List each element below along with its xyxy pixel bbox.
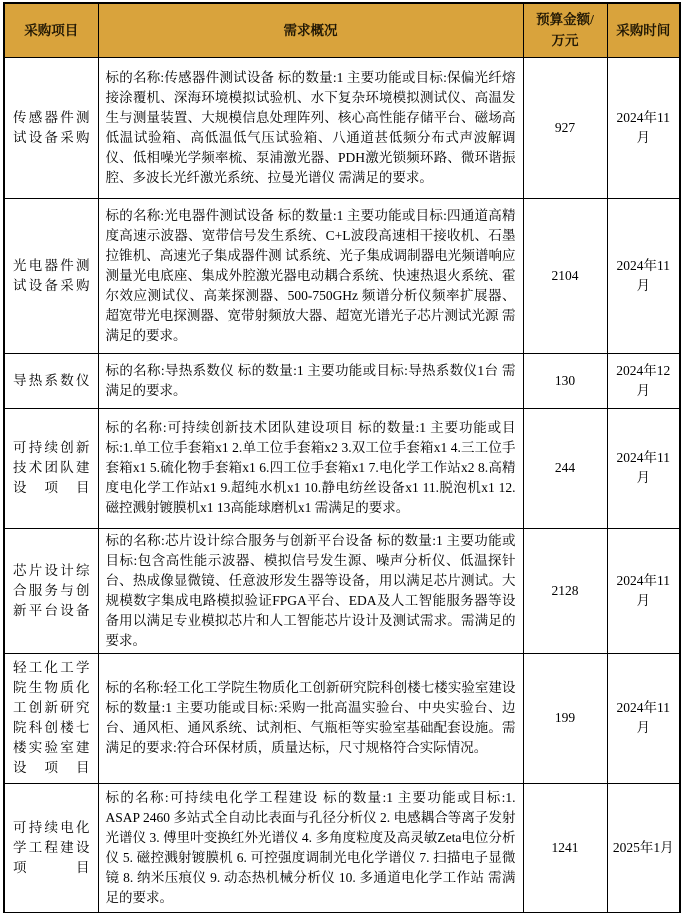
procurement-table [3, 2, 681, 913]
cell-demand-summary: 标的名称:光电器件测试设备 标的数量:1 主要功能或目标:四通道高精度高速示波器、宽带信号发生系统、C+L波段高速相干接收机、石墨拉锥机、高速光子集成器件测 试系统、光子集成调制器电光频谱响应测量光电底座、集成外腔激光器电动耦合系统、快速热退火系统、霍尔效应测试仪、高莱探测器、500-750GHz 频谱分析仪频率扩展器、超宽带光电探测器、宽带射频放大器、超宽光谱光子芯片测试光源 需满足的要求。 [98, 198, 523, 353]
table-row [4, 528, 680, 653]
cell-demand-summary: 标的名称:芯片设计综合服务与创新平台设备 标的数量:1 主要功能或目标:包含高性能示波器、模拟信号发生源、噪声分析仪、低温探针台、热成像显微镜、任意波形发生器等设备，用以满足芯片测试。大规模数字集成电路模拟验证FPGA平台、EDA及人工智能服务器等设备用以满足专业模拟芯片和人工智能芯片设计及测试需求。需满足的要求。 [98, 528, 523, 653]
column-header-demand-summary: 需求概况 [98, 3, 523, 57]
cell-procurement-item: 光电器件测试设备采购 [4, 198, 98, 353]
cell-procurement-time: 2024年11月 [607, 57, 680, 198]
cell-procurement-time: 2024年12月 [607, 353, 680, 408]
cell-budget-amount: 2104 [523, 198, 607, 353]
cell-demand-summary: 标的名称:可持续电化学工程建设 标的数量:1 主要功能或目标:1. ASAP 2460 多站式全自动比表面与孔径分析仪 2. 电感耦合等离子发射光谱仪 3. 傅里叶变换红外光谱仪 4. 多角度粒度及高灵敏Zeta电位分析仪 5. 磁控溅射镀膜机 6. 可控强度调制光电化学谱仪 7. 扫描电子显微镜 8. 纳米压痕仪 9. 动态热机械分析仪 10. 多通道电化学工作站 需满足的要求。 [98, 783, 523, 912]
cell-budget-amount: 199 [523, 653, 607, 783]
cell-procurement-time: 2024年11月 [607, 528, 680, 653]
table-row [4, 353, 680, 408]
cell-procurement-item: 可持续创新技术团队建设项目 [4, 408, 98, 528]
cell-budget-amount: 130 [523, 353, 607, 408]
cell-procurement-time: 2024年11月 [607, 653, 680, 783]
cell-procurement-time: 2024年11月 [607, 198, 680, 353]
table-row [4, 653, 680, 783]
cell-budget-amount: 1241 [523, 783, 607, 912]
cell-procurement-time: 2024年11月 [607, 408, 680, 528]
cell-demand-summary: 标的名称:轻工化工学院生物质化工创新研究院科创楼七楼实验室建设 标的数量:1 主要功能或目标:采购一批高温实验台、中央实验台、边台、通风柜、通风系统、试剂柜、气瓶柜等实验室基础配套设施。需满足的要求:符合环保材质，质量达标，尺寸规格符合实际情况。 [98, 653, 523, 783]
table-row [4, 198, 680, 353]
cell-budget-amount: 2128 [523, 528, 607, 653]
table-row [4, 408, 680, 528]
cell-procurement-item: 芯片设计综合服务与创新平台设备 [4, 528, 98, 653]
cell-procurement-item: 可持续电化学工程建设项目 [4, 783, 98, 912]
cell-demand-summary: 标的名称:传感器件测试设备 标的数量:1 主要功能或目标:保偏光纤熔接涂覆机、深海环境模拟试验机、水下复杂环境模拟测试仪、高温发生与测量装置、大规模信息处理阵列、核心高性能存储平台、磁场高低温试验箱、高低温低气压试验箱、八通道甚低频分布式声波解调仪、低相噪光学频率梳、泵浦激光器、PDH激光锁频环路、微环谐振腔、多波长光纤激光系统、拉曼光谱仪 需满足的要求。 [98, 57, 523, 198]
cell-budget-amount: 927 [523, 57, 607, 198]
cell-budget-amount: 244 [523, 408, 607, 528]
column-header-procurement-time: 采购时间 [607, 3, 680, 57]
table-row [4, 783, 680, 912]
cell-procurement-item: 导热系数仪 [4, 353, 98, 408]
cell-demand-summary: 标的名称:导热系数仪 标的数量:1 主要功能或目标:导热系数仪1台 需满足的要求。 [98, 353, 523, 408]
table-row [4, 57, 680, 198]
cell-procurement-item: 传感器件测试设备采购 [4, 57, 98, 198]
cell-procurement-time: 2025年1月 [607, 783, 680, 912]
column-header-procurement-item: 采购项目 [4, 3, 98, 57]
column-header-budget-amount: 预算金额/万元 [523, 3, 607, 57]
cell-demand-summary: 标的名称:可持续创新技术团队建设项目 标的数量:1 主要功能或目标:1.单工位手套箱x1 2.单工位手套箱x2 3.双工位手套箱x1 4.三工位手套箱x1 5.硫化物手套箱x1 6.四工位手套箱x1 7.电化学工作站x2 8.高精度电化学工作站x1 9.超纯水机x1 10.静电纺丝设备x1 11.脱泡机x1 12.磁控溅射镀膜机x1 13高能球磨机x1 需满足的要求。 [98, 408, 523, 528]
cell-procurement-item: 轻工化工学院生物质化工创新研究院科创楼七楼实验室建设项目 [4, 653, 98, 783]
header-row [4, 3, 680, 57]
